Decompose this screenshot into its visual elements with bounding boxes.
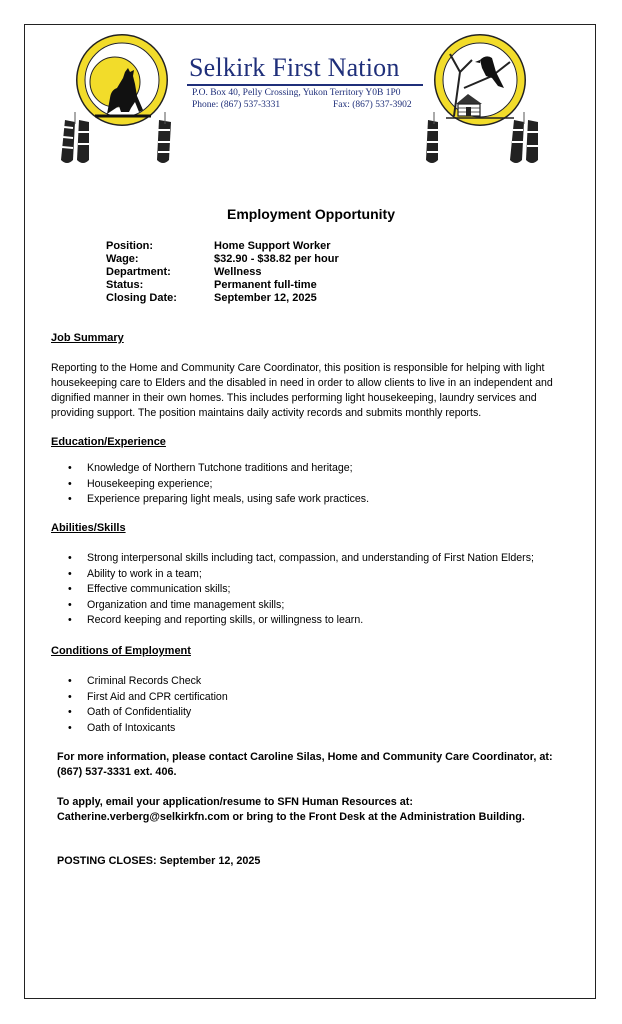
list-item: • Criminal Records Check [51, 674, 228, 690]
detail-value: Wellness [214, 266, 262, 278]
list-item: • Experience preparing light meals, using safe work practices. [51, 492, 369, 508]
posting-closes: POSTING CLOSES: September 12, 2025 [57, 855, 261, 867]
abilities-list [51, 551, 534, 629]
apply-info: To apply, email your application/resume to SFN Human Resources at: Catherine.verberg@selkirkfn.com or bring to the Front Desk at the Administration Building. [57, 796, 525, 823]
detail-row-wage [106, 253, 339, 266]
job-summary-heading: Job Summary [51, 332, 124, 344]
right-feather-icon [157, 120, 171, 163]
organization-address: P.O. Box 40, Pelly Crossing, Yukon Territory Y0B 1P0 [192, 88, 401, 98]
list-item: • Knowledge of Northern Tutchone traditions and heritage; [51, 461, 369, 477]
detail-label: Department: [106, 266, 171, 278]
organization-phone: Phone: (867) 537-3331 [192, 100, 281, 110]
organization-name: Selkirk First Nation [189, 53, 400, 82]
wolf-medallion-logo [55, 32, 195, 167]
detail-label: Position: [106, 240, 154, 252]
detail-row-status [106, 279, 339, 292]
education-heading: Education/Experience [51, 436, 166, 448]
right-feather-icon [510, 120, 538, 163]
list-item: • Housekeeping experience; [51, 477, 369, 493]
education-list [51, 461, 369, 508]
left-feather-icon [61, 120, 89, 163]
detail-value: September 12, 2025 [214, 292, 317, 304]
conditions-list [51, 674, 228, 736]
list-item: • Oath of Intoxicants [51, 721, 228, 737]
list-item: • First Aid and CPR certification [51, 690, 228, 706]
detail-value: Permanent full-time [214, 279, 317, 291]
detail-value: Home Support Worker [214, 240, 331, 252]
job-details [106, 240, 339, 305]
conditions-heading: Conditions of Employment [51, 645, 191, 657]
organization-fax: Fax: (867) 537-3902 [333, 100, 412, 110]
list-item: • Effective communication skills; [51, 582, 534, 598]
left-feather-icon [426, 120, 438, 163]
list-item: • Ability to work in a team; [51, 567, 534, 583]
detail-row-position [106, 240, 339, 253]
detail-label: Closing Date: [106, 292, 177, 304]
letterhead-rule [187, 84, 423, 86]
list-item: • Oath of Confidentiality [51, 705, 228, 721]
page-border [24, 24, 596, 999]
page-title: Employment Opportunity [227, 206, 395, 222]
detail-label: Status: [106, 279, 144, 291]
job-summary-text: Reporting to the Home and Community Care Coordinator, this position is responsible for helping with light housekeeping care to Elders and the disabled in need in order to allow clients to live in an independent and dignified manner in their own homes. This includes performing light housekeeping, laundry services and providing support. The position maintains daily activity records and submits monthly reports. [51, 362, 553, 419]
detail-row-department [106, 266, 339, 279]
list-item: • Strong interpersonal skills including tact, compassion, and understanding of First Nation Elders; [51, 551, 534, 567]
raven-cabin-medallion-logo [420, 32, 560, 167]
detail-row-closing-date [106, 292, 339, 305]
list-item: • Record keeping and reporting skills, or willingness to learn. [51, 613, 534, 629]
detail-value: $32.90 - $38.82 per hour [214, 253, 339, 265]
abilities-heading: Abilities/Skills [51, 522, 126, 534]
detail-label: Wage: [106, 253, 139, 265]
list-item: • Organization and time management skills; [51, 598, 534, 614]
contact-info: For more information, please contact Caroline Silas, Home and Community Care Coordinator, at: (867) 537-3331 ext. 406. [57, 751, 553, 778]
